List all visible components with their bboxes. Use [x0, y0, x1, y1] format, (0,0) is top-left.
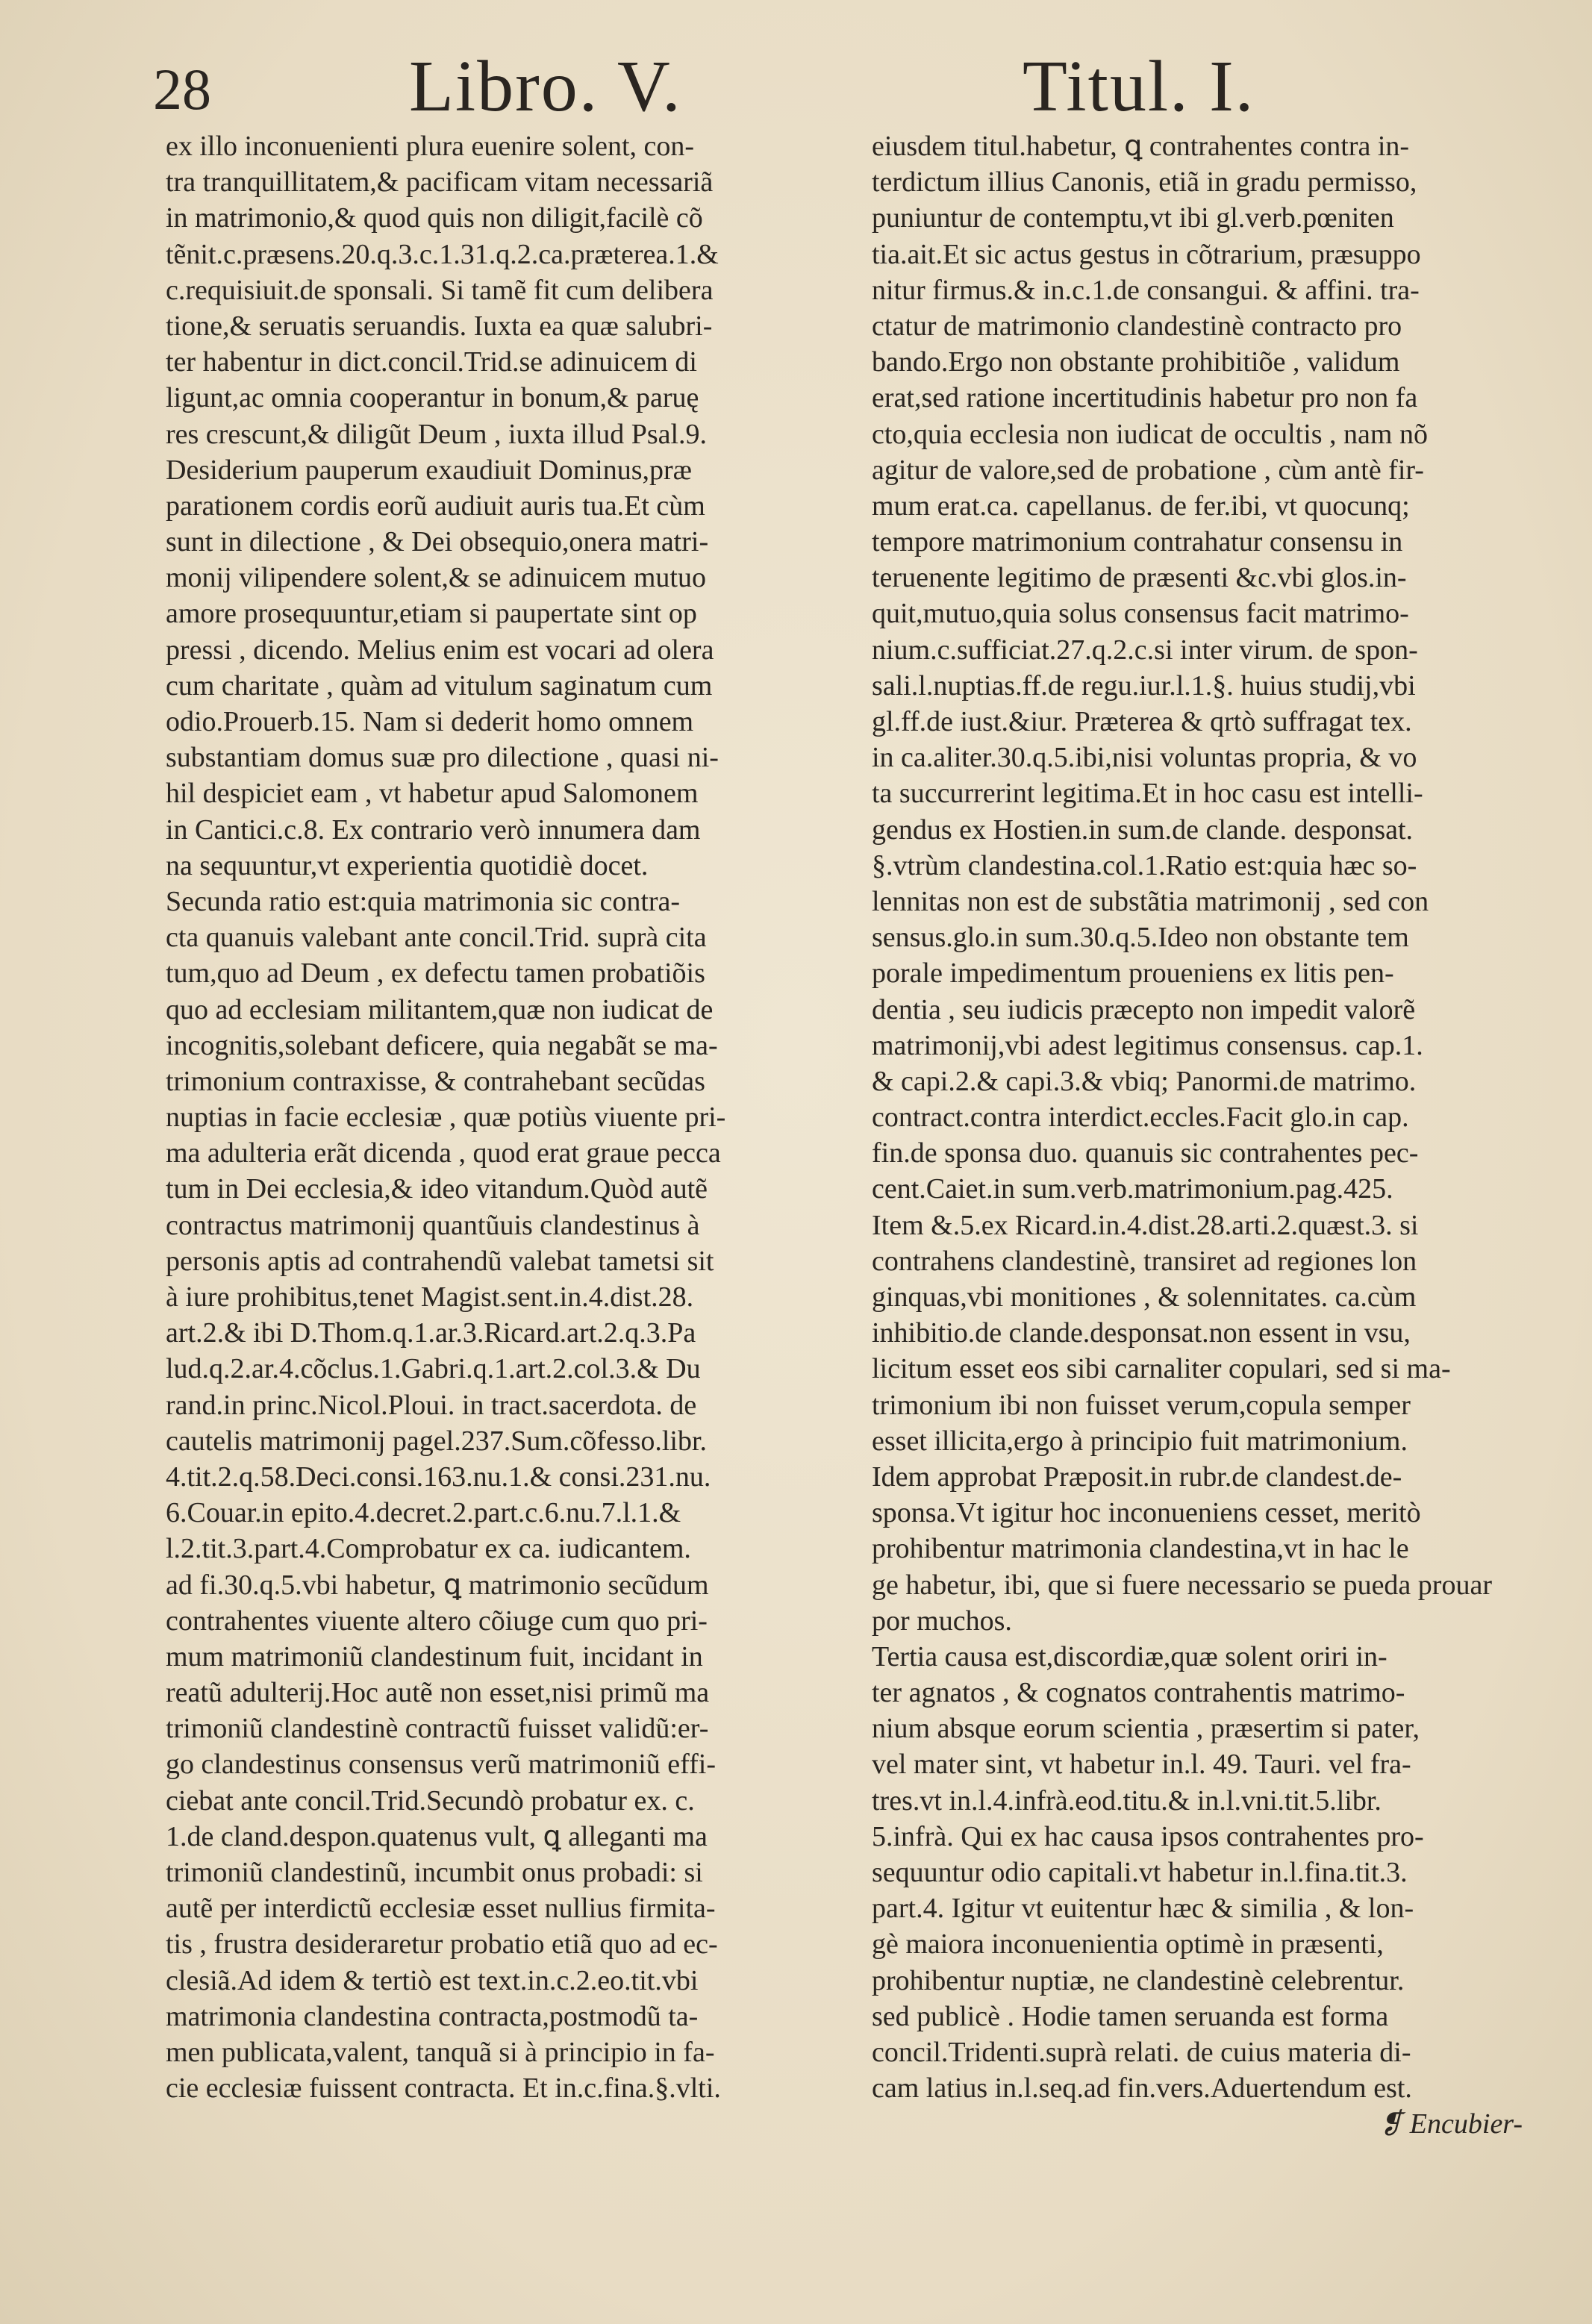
text-line: contrahentes viuente altero cõiuge cum quo pri-: [166, 1605, 708, 1637]
text-line: puniuntur de contemptu,vt ibi gl.verb.pœniten: [872, 202, 1394, 234]
text-line: sunt in dilectione , & Dei obsequio,onera matri-: [166, 526, 709, 558]
text-line: clesiã.Ad idem & tertiò est text.in.c.2.eo.tit.vbi: [166, 1964, 699, 1996]
text-line: mum matrimoniũ clandestinum fuit, incidant in: [166, 1640, 703, 1672]
text-line: ter habentur in dict.concil.Trid.se adinuicem di: [166, 346, 697, 378]
text-line: cautelis matrimonij pagel.237.Sum.cõfesso.libr.: [166, 1425, 708, 1457]
text-line: tres.vt in.l.4.infrà.eod.titu.& in.l.vni.tit.5.libr.: [872, 1784, 1382, 1817]
text-line: 4.tit.2.q.58.Deci.consi.163.nu.1.& consi.231.nu.: [166, 1461, 711, 1493]
text-line: cie ecclesiæ fuissent contracta. Et in.c.fina.§.vlti.: [166, 2072, 721, 2105]
text-line: ter agnatos , & cognatos contrahentis matrimo-: [872, 1677, 1405, 1709]
text-line: hil despiciet eam , vt habetur apud Salomonem: [166, 778, 699, 810]
text-line: tione,& seruatis seruandis. Iuxta ea quæ salubri-: [166, 310, 713, 342]
text-line: ctatur de matrimonio clandestinè contracto pro: [872, 310, 1402, 342]
text-line: gè maiora inconuenientia optimè in præsenti,: [872, 1928, 1384, 1961]
text-line: l.2.tit.3.part.4.Comprobatur ex ca. iudicantem.: [166, 1533, 691, 1565]
text-line: nuptias in facie ecclesiæ , quæ potiùs viuente pri-: [166, 1102, 726, 1134]
text-line: Idem approbat Præposit.in rubr.de clandest.de-: [872, 1461, 1402, 1493]
text-line: tra tranquillitatem,& pacificam vitam necessariã: [166, 166, 714, 199]
text-line: contract.contra interdict.eccles.Facit glo.in cap.: [872, 1102, 1409, 1134]
text-line: nitur firmus.& in.c.1.de consangui. & affini. tra-: [872, 274, 1420, 306]
text-line: in Cantici.c.8. Ex contrario verò innumera dam: [166, 813, 701, 846]
text-line: Secunda ratio est:quia matrimonia sic contra-: [166, 885, 681, 917]
text-line: substantiam domus suæ pro dilectione , quasi ni-: [166, 742, 719, 774]
text-line: cam latius in.l.seq.ad fin.vers.Aduertendum est.: [872, 2072, 1412, 2105]
text-line: tis , frustra desideraretur probatio etiã quo ad ec-: [166, 1928, 718, 1961]
text-line: erat,sed ratione incertitudinis habetur pro non fa: [872, 382, 1418, 414]
text-line: personis aptis ad contrahendũ valebat tametsi sit: [166, 1245, 714, 1277]
text-line: sed publicè . Hodie tamen seruanda est forma: [872, 2000, 1389, 2032]
text-line: go clandestinus consensus verũ matrimoniũ effi-: [166, 1749, 716, 1781]
text-line: trimonium ibi non fuisset verum,copula semper: [872, 1389, 1411, 1421]
text-line: quit,mutuo,quia solus consensus facit matrimo-: [872, 598, 1409, 630]
text-line: licitum esset eos sibi carnaliter copulari, sed si ma-: [872, 1353, 1451, 1385]
text-line: odio.Prouerb.15. Nam si dederit homo omnem: [166, 706, 694, 737]
text-line: cum charitate , quàm ad vitulum saginatum cum: [166, 669, 713, 702]
text-line: ex illo inconuenienti plura euenire solent, con-: [166, 131, 695, 162]
text-line: matrimonia clandestina contracta,postmodũ ta-: [166, 2000, 699, 2032]
text-line: terdictum illius Canonis, etiã in gradu permisso,: [872, 166, 1417, 199]
text-line: & capi.2.& capi.3.& vbiq; Panormi.de matrimo.: [872, 1065, 1417, 1097]
catchword: ❡ Encubier-: [1379, 2108, 1523, 2140]
text-line: ge habetur, ibi, que si fuere necessario se pueda prouar: [872, 1569, 1492, 1601]
text-line: sali.l.nuptias.ff.de regu.iur.l.1.§. huius studij,vbi: [872, 669, 1416, 702]
text-line: por muchos.: [872, 1605, 1012, 1637]
text-line: eiusdem titul.habetur, ꝗ contrahentes contra in-: [872, 131, 1410, 162]
text-line: art.2.& ibi D.Thom.q.1.ar.3.Ricard.art.2.q.3.Pa: [166, 1317, 696, 1349]
text-line: Desiderium pauperum exaudiuit Dominus,præ: [166, 454, 692, 486]
text-line: cent.Caiet.in sum.verb.matrimonium.pag.425.: [872, 1173, 1393, 1205]
text-line: mum erat.ca. capellanus. de fer.ibi, vt quocunq;: [872, 490, 1410, 522]
text-line: 5.infrà. Qui ex hac causa ipsos contrahentes pro-: [872, 1820, 1424, 1852]
text-line: autẽ per interdictũ ecclesiæ esset nullius firmita-: [166, 1893, 716, 1925]
text-line: fin.de sponsa duo. quanuis sic contrahentes pec-: [872, 1137, 1419, 1169]
page-header: [0, 30, 1592, 127]
text-line: amore prosequuntur,etiam si paupertate sint op: [166, 598, 697, 630]
text-line: ciebat ante concil.Trid.Secundò probatur ex. c.: [166, 1784, 695, 1817]
text-line: trimoniũ clandestinè contractũ fuisset validũ:er-: [166, 1713, 709, 1745]
right-text-column: [872, 128, 1523, 2263]
text-line: ma adulteria erãt dicenda , quod erat graue pecca: [166, 1137, 721, 1169]
text-line: inhibitio.de clande.desponsat.non essent in vsu,: [872, 1317, 1411, 1349]
text-line: sensus.glo.in sum.30.q.5.Ideo non obstante tem: [872, 922, 1409, 954]
text-line: in ca.aliter.30.q.5.ibi,nisi voluntas propria, & vo: [872, 742, 1417, 774]
text-line: sequuntur odio capitali.vt habetur in.l.fina.tit.3.: [872, 1857, 1408, 1888]
text-line: tum,quo ad Deum , ex defectu tamen probatiõis: [166, 958, 705, 990]
text-line: nium.c.sufficiat.27.q.2.c.si inter virum. de spon-: [872, 634, 1418, 666]
text-line: Item &.5.ex Ricard.in.4.dist.28.arti.2.quæst.3. si: [872, 1209, 1419, 1241]
text-line: tum in Dei ecclesia,& ideo vitandum.Quòd autẽ: [166, 1173, 708, 1205]
text-line: lud.q.2.ar.4.cõclus.1.Gabri.q.1.art.2.col.3.& Du: [166, 1353, 701, 1385]
text-line: prohibentur nuptiæ, ne clandestinè celebrentur.: [872, 1964, 1405, 1996]
text-line: porale impedimentum proueniens ex litis pen-: [872, 958, 1394, 990]
text-line: 1.de cland.despon.quatenus vult, ꝗ alleganti ma: [166, 1820, 708, 1852]
text-line: na sequuntur,vt experientia quotidiè docet.: [166, 849, 649, 881]
text-line: §.vtrùm clandestina.col.1.Ratio est:quia hæc so-: [872, 849, 1417, 881]
text-line: trimoniũ clandestinũ, incumbit onus probadi: si: [166, 1857, 703, 1888]
text-line: incognitis,solebant deficere, quia negabãt se ma-: [166, 1029, 718, 1061]
text-line: à iure prohibitus,tenet Magist.sent.in.4.dist.28.: [166, 1281, 694, 1313]
text-line: concil.Tridenti.suprà relati. de cuius materia di-: [872, 2036, 1411, 2068]
text-line: tempore matrimonium contrahatur consensu in: [872, 526, 1403, 558]
text-line: men publicata,valent, tanquã si à principio in fa-: [166, 2036, 715, 2068]
text-line: vel mater sint, vt habetur in.l. 49. Tauri. vel fra-: [872, 1749, 1411, 1781]
text-line: Tertia causa est,discordiæ,quæ solent oriri in-: [872, 1640, 1387, 1672]
left-text-column: [166, 128, 822, 2263]
text-line: teruenente legitimo de præsenti &c.vbi glos.in-: [872, 562, 1407, 594]
text-line: agitur de valore,sed de probatione , cùm antè fir-: [872, 454, 1424, 486]
running-title-right: Titul. I.: [1023, 46, 1255, 127]
text-line: prohibentur matrimonia clandestina,vt in hac le: [872, 1533, 1409, 1565]
text-line: contrahens clandestinè, transiret ad regiones lon: [872, 1245, 1417, 1277]
text-line: ligunt,ac omnia cooperantur in bonum,& paruę: [166, 382, 699, 414]
text-line: ad fi.30.q.5.vbi habetur, ꝗ matrimonio secũdum: [166, 1569, 709, 1601]
text-line: in matrimonio,& quod quis non diligit,facilè cõ: [166, 202, 703, 234]
text-line: gl.ff.de iust.&iur. Præterea & qrtò suffragat tex.: [872, 706, 1412, 737]
text-line: res crescunt,& diligũt Deum , iuxta illud Psal.9.: [166, 418, 708, 450]
text-line: matrimonij,vbi adest legitimus consensus. cap.1.: [872, 1029, 1423, 1061]
text-line: 6.Couar.in epito.4.decret.2.part.c.6.nu.7.l.1.&: [166, 1497, 681, 1529]
text-line: gendus ex Hostien.in sum.de clande. desponsat.: [872, 813, 1414, 846]
text-line: ta succurrerint legitima.Et in hoc casu est intelli-: [872, 778, 1423, 810]
text-line: pressi , dicendo. Melius enim est vocari ad olera: [166, 634, 714, 666]
text-line: tẽnit.c.præsens.20.q.3.c.1.31.q.2.ca.præterea.1.&: [166, 238, 719, 270]
text-line: reatũ adulterij.Hoc autẽ non esset,nisi primũ ma: [166, 1677, 710, 1709]
text-line: ginquas,vbi monitiones , & solennitates. ca.cùm: [872, 1281, 1417, 1313]
text-line: bando.Ergo non obstante prohibitiõe , validum: [872, 346, 1400, 378]
folio-number: 28: [153, 57, 211, 122]
text-line: parationem cordis eorũ audiuit auris tua.Et cùm: [166, 490, 705, 522]
text-line: cta quanuis valebant ante concil.Trid. suprà cita: [166, 922, 707, 954]
text-line: dentia , seu iudicis præcepto non impedit valorẽ: [872, 993, 1416, 1025]
text-line: monij vilipendere solent,& se adinuicem mutuo: [166, 562, 706, 594]
running-title-left: Libro. V.: [409, 46, 682, 127]
text-line: c.requisiuit.de sponsali. Si tamẽ fit cum delibera: [166, 274, 714, 306]
text-line: lennitas non est de substãtia matrimonij , sed con: [872, 885, 1429, 917]
text-line: part.4. Igitur vt euitentur hæc & similia , & lon-: [872, 1893, 1414, 1925]
text-line: nium absque eorum scientia , præsertim si pater,: [872, 1713, 1420, 1745]
text-line: trimonium contraxisse, & contrahebant secũdas: [166, 1065, 705, 1097]
text-line: tia.ait.Et sic actus gestus in cõtrarium, præsuppo: [872, 238, 1421, 270]
text-line: rand.in princ.Nicol.Ploui. in tract.sacerdota. de: [166, 1389, 697, 1421]
text-line: esset illicita,ergo à principio fuit matrimonium.: [872, 1425, 1408, 1457]
text-line: contractus matrimonij quantũuis clandestinus à: [166, 1209, 700, 1241]
text-line: cto,quia ecclesia non iudicat de occultis , nam nõ: [872, 418, 1428, 450]
text-line: quo ad ecclesiam militantem,quæ non iudicat de: [166, 993, 714, 1025]
text-line: sponsa.Vt igitur hoc inconueniens cesset, meritò: [872, 1497, 1421, 1529]
